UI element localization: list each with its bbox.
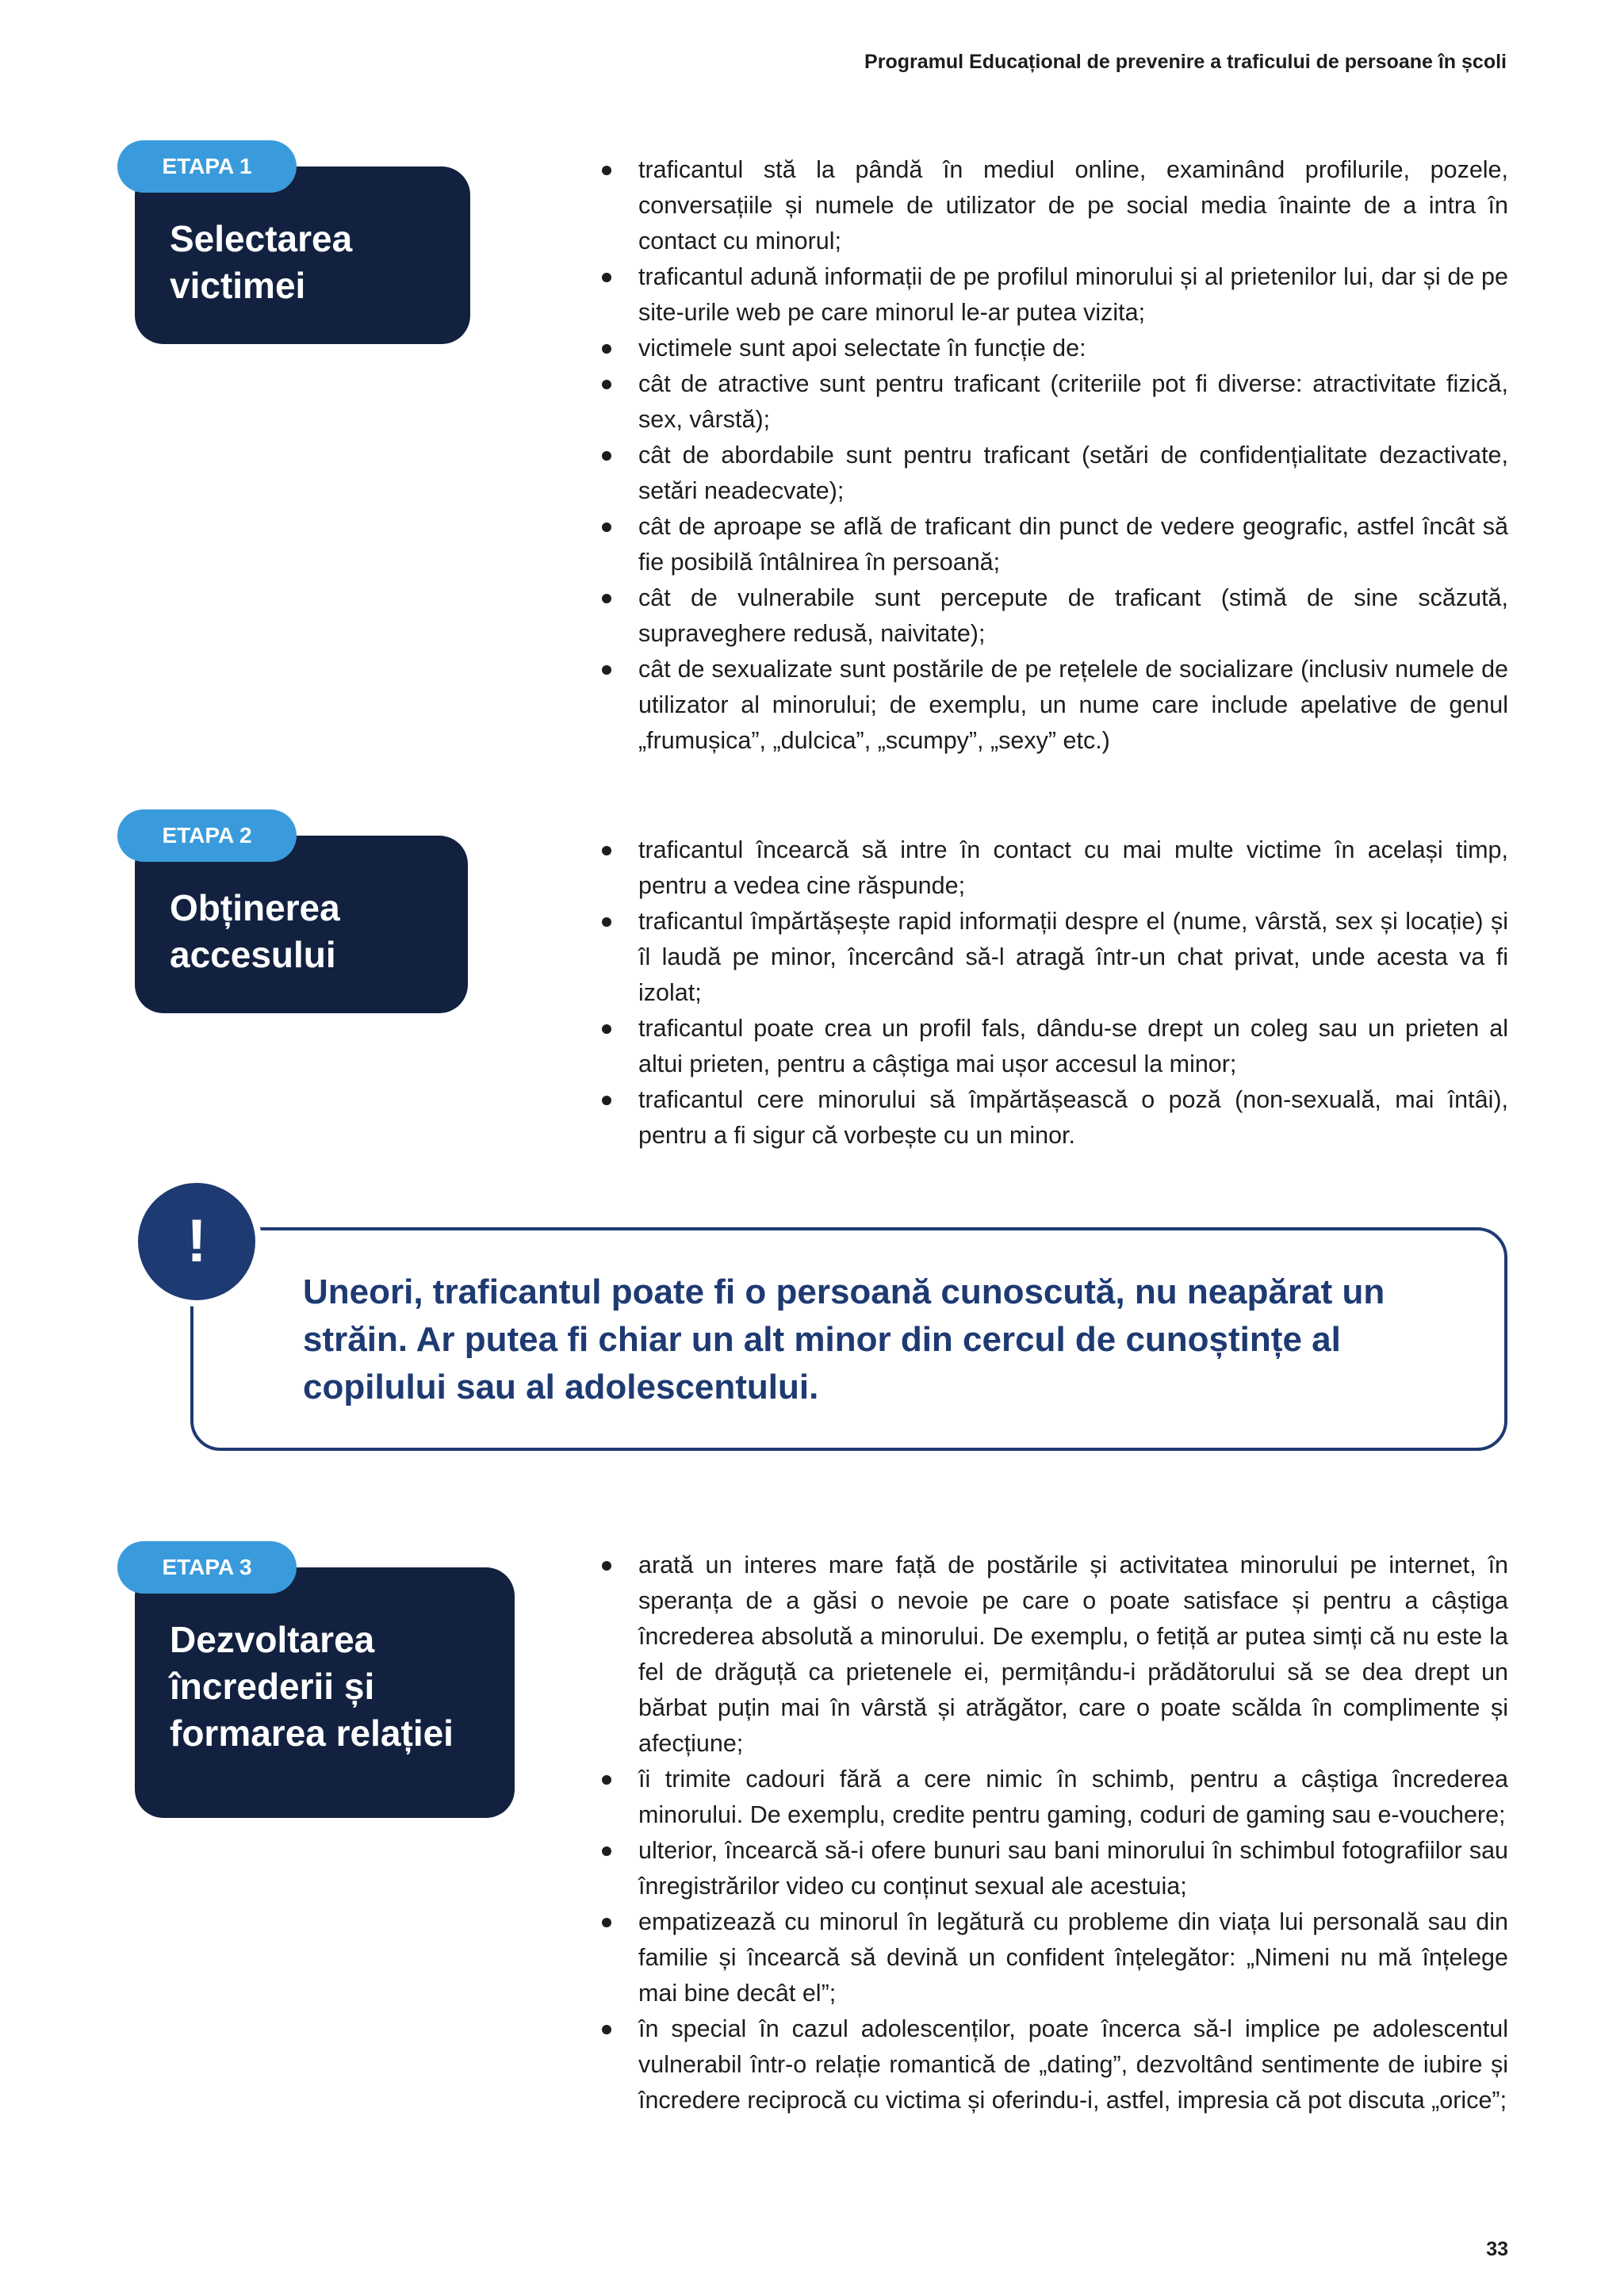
- list-item: cât de atractive sunt pentru traficant (criteriile pot fi diverse: atractivitate fizică, sex, vârstă);: [599, 366, 1508, 438]
- list-item: cât de abordabile sunt pentru traficant (setări de confidențialitate dezactivate, setări neadecvate);: [599, 438, 1508, 509]
- list-item: cât de aproape se află de traficant din punct de vedere geografic, astfel încât să fie posibilă întâlnirea în persoană;: [599, 509, 1508, 580]
- stage-1-title: Selectarea victimei: [170, 218, 353, 306]
- list-item: traficantul împărtășește rapid informații despre el (nume, vârstă, sex și locație) și îl laudă pe minor, încercând să-l atragă într-un chat privat, unde acesta va fi izolat;: [599, 904, 1508, 1011]
- list-item: traficantul încearcă să intre în contact cu mai multe victime în același timp, pentru a vedea cine răspunde;: [599, 832, 1508, 904]
- exclamation-icon: !: [132, 1177, 262, 1307]
- list-item: empatizează cu minorul în legătură cu probleme din viața lui personală sau din familie și încearcă să devină un confident înțelegător: „Nimeni nu mă înțelege mai bine decât el”;: [599, 1904, 1508, 2011]
- stage-3-tag: ETAPA 3: [117, 1541, 297, 1594]
- list-item: în special în cazul adolescenților, poate încerca să-l implice pe adolescentul vulnerabil într-o relație romantică de „dating”, dezvoltând sentimente de iubire și încredere reciprocă cu victima și oferindu-i, astfel, impresia că pot discuta „orice”;: [599, 2011, 1508, 2118]
- list-item: traficantul adună informații de pe profilul minorului și al prietenilor lui, dar și de pe site-urile web pe care minorul le-ar putea vizita;: [599, 259, 1508, 331]
- stage-3-box: [135, 1567, 515, 1818]
- callout-text: Uneori, traficantul poate fi o persoană cunoscută, nu neapărat un străin. Ar putea fi chiar un alt minor din cercul de cunoștințe al copilului sau al adolescentului.: [303, 1272, 1385, 1406]
- stage-2-tag: ETAPA 2: [117, 809, 297, 862]
- warning-callout: [190, 1227, 1507, 1451]
- stage-1-tag: ETAPA 1: [117, 140, 297, 193]
- stage-2-title: Obținerea accesului: [170, 887, 340, 975]
- list-item: cât de vulnerabile sunt percepute de traficant (stimă de sine scăzută, supraveghere redusă, naivitate);: [599, 580, 1508, 652]
- stage-3-title: Dezvoltarea încrederii și formarea relației: [170, 1619, 454, 1754]
- stage-1-bullets: [599, 152, 1508, 759]
- list-item: traficantul cere minorului să împărtășească o poză (non-sexuală, mai întâi), pentru a fi sigur că vorbește cu un minor.: [599, 1082, 1508, 1154]
- list-item: traficantul poate crea un profil fals, dându-se drept un coleg sau un prieten al altui prieten, pentru a câștiga mai ușor accesul la minor;: [599, 1011, 1508, 1082]
- list-item: cât de sexualizate sunt postările de pe rețelele de socializare (inclusiv numele de utilizator al minorului; de exemplu, un nume care include apelative de genul „frumușica”, „dulcica”, „scumpy”, „sexy” etc.): [599, 652, 1508, 759]
- page-number: 33: [1486, 2238, 1508, 2260]
- list-item: victimele sunt apoi selectate în funcție de:: [599, 331, 1508, 366]
- list-item: traficantul stă la pândă în mediul online, examinând profilurile, pozele, conversațiile și numele de utilizator de pe social media înainte de a intra în contact cu minorul;: [599, 152, 1508, 259]
- list-item: arată un interes mare față de postările și activitatea minorului pe internet, în speranța de a găsi o nevoie pe care o poate satisface și pentru a câștiga încrederea absolută a minorului. De exemplu, o fetiță ar putea simți că nu este la fel de drăguță ca prietenele ei, permițându-i prădătorului să se dea drept un bărbat puțin mai în vârstă și atrăgător, care o poate scălda în complimente și afecțiune;: [599, 1548, 1508, 1762]
- list-item: ulterior, încearcă să-i ofere bunuri sau bani minorului în schimbul fotografiilor sau înregistrărilor video cu conținut sexual ale acestuia;: [599, 1833, 1508, 1904]
- list-item: îi trimite cadouri fără a cere nimic în schimb, pentru a câștiga încrederea minorului. De exemplu, credite pentru gaming, coduri de gaming sau e-vouchere;: [599, 1762, 1508, 1833]
- stage-3-bullets: [599, 1548, 1508, 2118]
- stage-2-bullets: [599, 832, 1508, 1154]
- stage-2-box: [135, 836, 468, 1013]
- stage-1-box: [135, 166, 470, 344]
- page-header: Programul Educațional de prevenire a traficului de persoane în școli: [864, 51, 1507, 73]
